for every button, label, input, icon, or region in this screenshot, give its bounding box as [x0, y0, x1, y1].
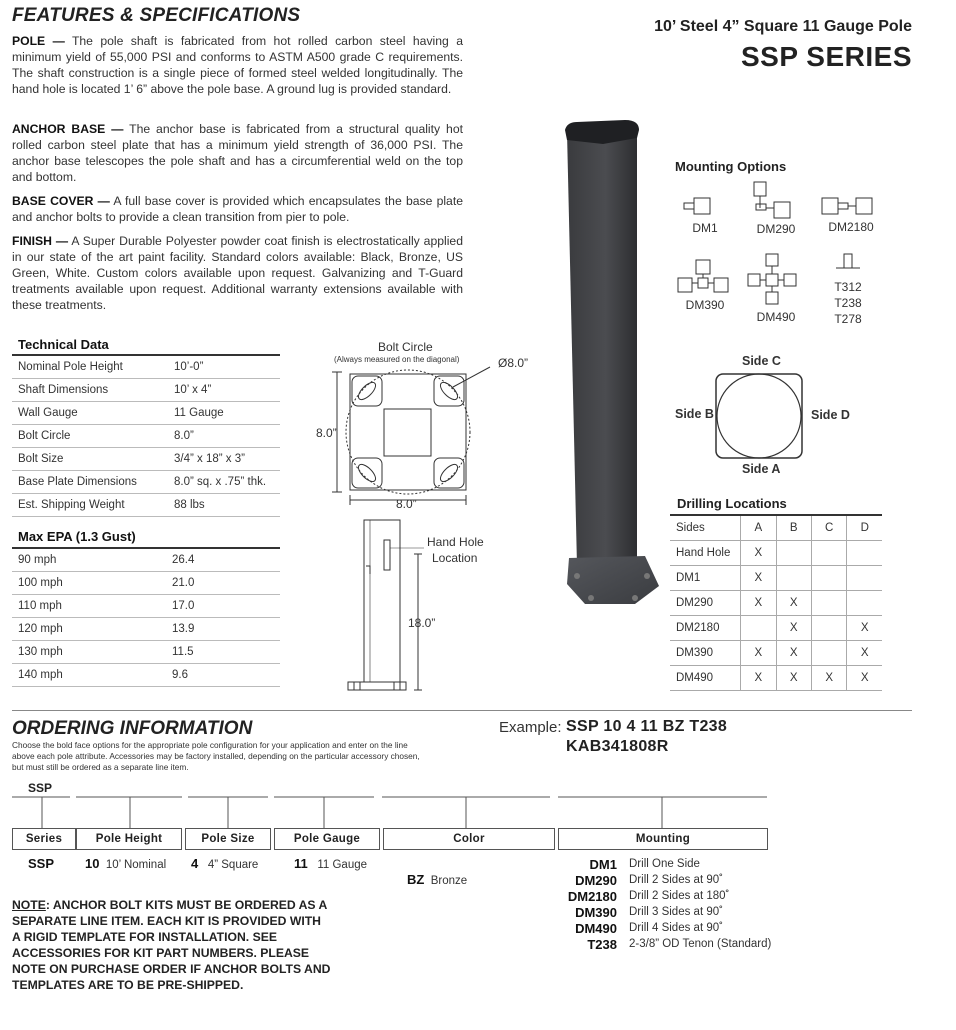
order-header-color: Color	[383, 828, 555, 850]
table-cell-value	[776, 541, 811, 566]
anchor-paragraph	[12, 121, 463, 185]
mount-label-t238: T238	[834, 296, 862, 310]
bolt-circle-title: Bolt Circle	[378, 340, 433, 354]
table-row	[670, 666, 882, 691]
mounting-option-item	[540, 936, 800, 952]
finish-label: FINISH —	[12, 234, 69, 248]
table-cell-value: X	[741, 666, 776, 691]
note-label: NOTE	[12, 898, 46, 912]
finish-text: A Super Durable Polyester powder coat finish is electrostatically applied in our state of the art paint facility. Standard colors available: Black, Bronze, US Green, White. Custom colors available upon request. Galvanizing and T-Guard treatments available upon request. Additional warranty extensions available with these treatments.	[12, 234, 463, 312]
mounting-option-code: T238	[587, 936, 617, 952]
table-row	[670, 591, 882, 616]
table-cell-value: 10’-0”	[168, 356, 280, 379]
option-pole-height	[85, 856, 166, 871]
table-cell-label: 90 mph	[12, 549, 166, 572]
mounting-option-desc: 2-3/8” OD Tenon (Standard)	[629, 938, 772, 950]
table-row	[12, 494, 280, 517]
order-header-pole-size: Pole Size	[185, 828, 271, 850]
height-desc: 10’ Nominal	[105, 859, 167, 871]
table-cell-value: X	[811, 666, 847, 691]
hand-hole-label-2: Location	[432, 551, 478, 565]
dm290-icon	[754, 182, 790, 218]
technical-title: Technical Data	[18, 337, 109, 352]
mounting-option-code: DM390	[575, 904, 617, 920]
features-title: FEATURES & SPECIFICATIONS	[12, 5, 301, 26]
order-entry-lines	[12, 795, 772, 830]
table-row	[12, 448, 280, 471]
table-cell-label: Hand Hole	[670, 541, 741, 566]
mounting-option-desc: Drill 2 Sides at 180˚	[629, 890, 730, 902]
side-d-label: Side D	[811, 408, 850, 422]
table-row	[12, 356, 280, 379]
mounting-title: Mounting Options	[675, 159, 787, 174]
table-cell-label: Sides	[670, 516, 741, 541]
table-cell-value	[847, 591, 882, 616]
mounting-option-item	[540, 904, 800, 920]
table-cell-value	[847, 541, 882, 566]
technical-table	[12, 356, 280, 517]
bolt-circle-diagram	[330, 362, 510, 512]
table-cell-value: X	[847, 666, 882, 691]
note-text: : ANCHOR BOLT KITS MUST BE ORDERED AS A SEPARATE LINE ITEM. EACH KIT IS PROVIDED WITH A RIGID TEMPLATE FOR INSTALLATION. SEE ACCESSORIES FOR KIT PART NUMBERS. PLEASE NOTE ON PURCHASE ORDER IF ANCHOR BOLTS AND TEMPLATES ARE TO BE PRE-SHIPPED.	[12, 898, 331, 992]
order-header-mounting: Mounting	[558, 828, 768, 850]
dm1-icon	[684, 198, 710, 214]
height-code: 10	[85, 856, 100, 871]
table-cell-label: Bolt Size	[12, 448, 168, 471]
ordering-title: ORDERING INFORMATION	[12, 718, 253, 739]
table-cell-value: 88 lbs	[168, 494, 280, 517]
section-divider	[12, 710, 912, 711]
cover-text: A full base cover is provided which encapsulates the base plate and anchor bolts to provide a clean transition from pier to pole.	[12, 194, 463, 224]
table-cell-value	[811, 541, 847, 566]
gauge-desc: 11 Gauge	[317, 859, 368, 871]
table-row	[12, 425, 280, 448]
hand-hole-diagram	[340, 518, 430, 694]
mounting-option-code: DM290	[575, 872, 617, 888]
example-code-2: KAB341808R	[566, 738, 669, 755]
table-cell-value: 8.0”	[168, 425, 280, 448]
table-cell-value: 8.0” sq. x .75” thk.	[168, 471, 280, 494]
mount-label-t278: T278	[834, 312, 862, 326]
mounting-option-desc: Drill 4 Sides at 90˚	[629, 922, 723, 934]
table-row	[12, 471, 280, 494]
dm490-icon	[748, 254, 796, 304]
mounting-option-desc: Drill One Side	[629, 858, 700, 870]
table-cell-label: 120 mph	[12, 618, 166, 641]
table-cell-value: 11.5	[166, 641, 280, 664]
table-row	[12, 664, 280, 687]
table-cell-value: 9.6	[166, 664, 280, 687]
tenon-icon	[836, 254, 860, 268]
mount-label-t312: T312	[834, 280, 862, 294]
table-cell-value: 3/4” x 18” x 3”	[168, 448, 280, 471]
side-c-label: Side C	[742, 354, 781, 368]
bolt-diameter-label: Ø8.0”	[498, 356, 529, 370]
option-pole-size	[191, 856, 258, 871]
mount-label-dm390: DM390	[685, 298, 725, 312]
table-cell-value: 26.4	[166, 549, 280, 572]
pole-paragraph	[12, 33, 463, 97]
table-cell-label: DM390	[670, 641, 741, 666]
table-cell-label: Bolt Circle	[12, 425, 168, 448]
series-code: SSP	[28, 856, 55, 871]
product-subtitle: 10’ Steel 4” Square 11 Gauge Pole	[654, 18, 912, 35]
mounting-option-item	[540, 888, 800, 904]
table-row	[670, 641, 882, 666]
anchor-bolt-note	[12, 897, 332, 993]
cover-paragraph	[12, 193, 463, 225]
table-cell-value: X	[847, 616, 882, 641]
table-row	[12, 402, 280, 425]
color-code: BZ	[407, 872, 425, 887]
table-row	[12, 595, 280, 618]
table-row	[670, 616, 882, 641]
example-code-1: SSP 10 4 11 BZ T238	[566, 718, 728, 735]
color-desc: Bronze	[430, 875, 468, 887]
table-cell-label: DM2180	[670, 616, 741, 641]
table-cell-value	[847, 566, 882, 591]
order-header-pole-gauge: Pole Gauge	[274, 828, 380, 850]
table-cell-label: Wall Gauge	[12, 402, 168, 425]
sides-diagram	[714, 372, 806, 462]
mount-label-dm290: DM290	[756, 222, 796, 236]
order-prefix: SSP	[28, 781, 53, 795]
epa-table	[12, 549, 280, 687]
gauge-code: 11	[294, 856, 308, 871]
table-cell-label: 130 mph	[12, 641, 166, 664]
table-cell-value	[776, 566, 811, 591]
mount-label-dm490: DM490	[756, 310, 796, 324]
table-cell-value	[811, 616, 847, 641]
size-code: 4	[191, 856, 199, 871]
table-cell-value: X	[776, 641, 811, 666]
hand-hole-label-1: Hand Hole	[427, 535, 484, 549]
mounting-option-item	[540, 920, 800, 936]
drilling-table	[670, 516, 882, 691]
mount-label-dm2180: DM2180	[828, 220, 874, 234]
mounting-option-item	[540, 856, 800, 872]
table-cell-value: 11 Gauge	[168, 402, 280, 425]
table-cell-value: 21.0	[166, 572, 280, 595]
ordering-description: Choose the bold face options for the appropriate pole configuration for your application and enter on the line above each pole attribute. Accessories may be factory installed, depending on the particular accessory chosen, but must still be ordered as a separate line item.	[12, 740, 420, 772]
mounting-option-desc: Drill 2 Sides at 90˚	[629, 874, 723, 886]
mounting-option-list	[540, 856, 800, 952]
pole-label: POLE —	[12, 34, 65, 48]
table-cell-value: X	[776, 616, 811, 641]
table-cell-value: X	[776, 591, 811, 616]
table-cell-label: DM490	[670, 666, 741, 691]
pole-image	[555, 118, 665, 618]
mounting-option-code: DM2180	[567, 888, 617, 904]
hand-hole-dim: 18.0”	[408, 616, 436, 630]
bolt-circle-note: (Always measured on the diagonal)	[334, 355, 460, 364]
table-row	[12, 379, 280, 402]
table-cell-label: Nominal Pole Height	[12, 356, 168, 379]
series-title: SSP SERIES	[740, 41, 912, 72]
table-cell-value: 17.0	[166, 595, 280, 618]
dm390-icon	[678, 260, 728, 292]
table-row	[12, 549, 280, 572]
side-b-label: Side B	[675, 407, 714, 421]
table-cell-label: 110 mph	[12, 595, 166, 618]
table-cell-value: X	[741, 591, 776, 616]
mounting-option-code: DM1	[589, 856, 617, 872]
mounting-option-item	[540, 872, 800, 888]
option-series	[28, 856, 54, 871]
table-row	[670, 541, 882, 566]
option-color	[407, 872, 467, 887]
mounting-option-code: DM490	[575, 920, 617, 936]
mount-label-dm1: DM1	[692, 221, 718, 235]
table-cell-value	[741, 616, 776, 641]
table-cell-label: Shaft Dimensions	[12, 379, 168, 402]
anchor-text: The anchor base is fabricated from a structural quality hot rolled carbon steel plate that has a minimum yield strength of 36,000 PSI. The anchor base telescopes the pole shaft and has a circumferential weld on the top and bottom.	[12, 122, 463, 184]
bolt-height-label: 8.0”	[316, 426, 337, 440]
drilling-title: Drilling Locations	[677, 496, 787, 511]
cover-label: BASE COVER —	[12, 194, 110, 208]
side-a-label: Side A	[742, 462, 781, 476]
table-cell-value: 10’ x 4”	[168, 379, 280, 402]
table-cell-value: X	[741, 566, 776, 591]
bolt-width-label: 8.0”	[396, 497, 417, 511]
order-header-pole-height: Pole Height	[76, 828, 182, 850]
table-row	[12, 641, 280, 664]
table-cell-value: B	[776, 516, 811, 541]
table-cell-label: DM1	[670, 566, 741, 591]
table-cell-value: X	[847, 641, 882, 666]
table-row	[670, 566, 882, 591]
table-cell-value: A	[741, 516, 776, 541]
table-cell-value: 13.9	[166, 618, 280, 641]
table-cell-value: C	[811, 516, 847, 541]
mounting-option-desc: Drill 3 Sides at 90˚	[629, 906, 723, 918]
table-cell-label: Base Plate Dimensions	[12, 471, 168, 494]
table-cell-value: X	[741, 641, 776, 666]
drilling-header-row	[670, 516, 882, 541]
table-cell-value	[811, 591, 847, 616]
table-cell-label: Est. Shipping Weight	[12, 494, 168, 517]
table-cell-value	[811, 641, 847, 666]
table-cell-value: X	[776, 666, 811, 691]
anchor-label: ANCHOR BASE —	[12, 122, 124, 136]
size-desc: 4” Square	[207, 859, 259, 871]
example-label: Example:	[499, 719, 562, 736]
table-cell-value: D	[847, 516, 882, 541]
table-cell-value: X	[741, 541, 776, 566]
option-pole-gauge	[294, 856, 367, 871]
pole-text: The pole shaft is fabricated from hot rolled carbon steel having a minimum yield of 55,000 PSI and conforms to ASTM A500 grade C requirements. The shaft construction is a single piece of formed steel welded longitudinally. The hand hole is located 1’ 6” above the pole base. A ground lug is provided standard.	[12, 34, 463, 96]
epa-title: Max EPA (1.3 Gust)	[18, 529, 136, 544]
order-header-series: Series	[12, 828, 76, 850]
table-cell-label: 140 mph	[12, 664, 166, 687]
dm2180-icon	[822, 198, 872, 214]
table-row	[12, 618, 280, 641]
finish-paragraph	[12, 233, 463, 313]
table-row	[12, 572, 280, 595]
table-cell-value	[811, 566, 847, 591]
table-cell-label: 100 mph	[12, 572, 166, 595]
table-cell-label: DM290	[670, 591, 741, 616]
